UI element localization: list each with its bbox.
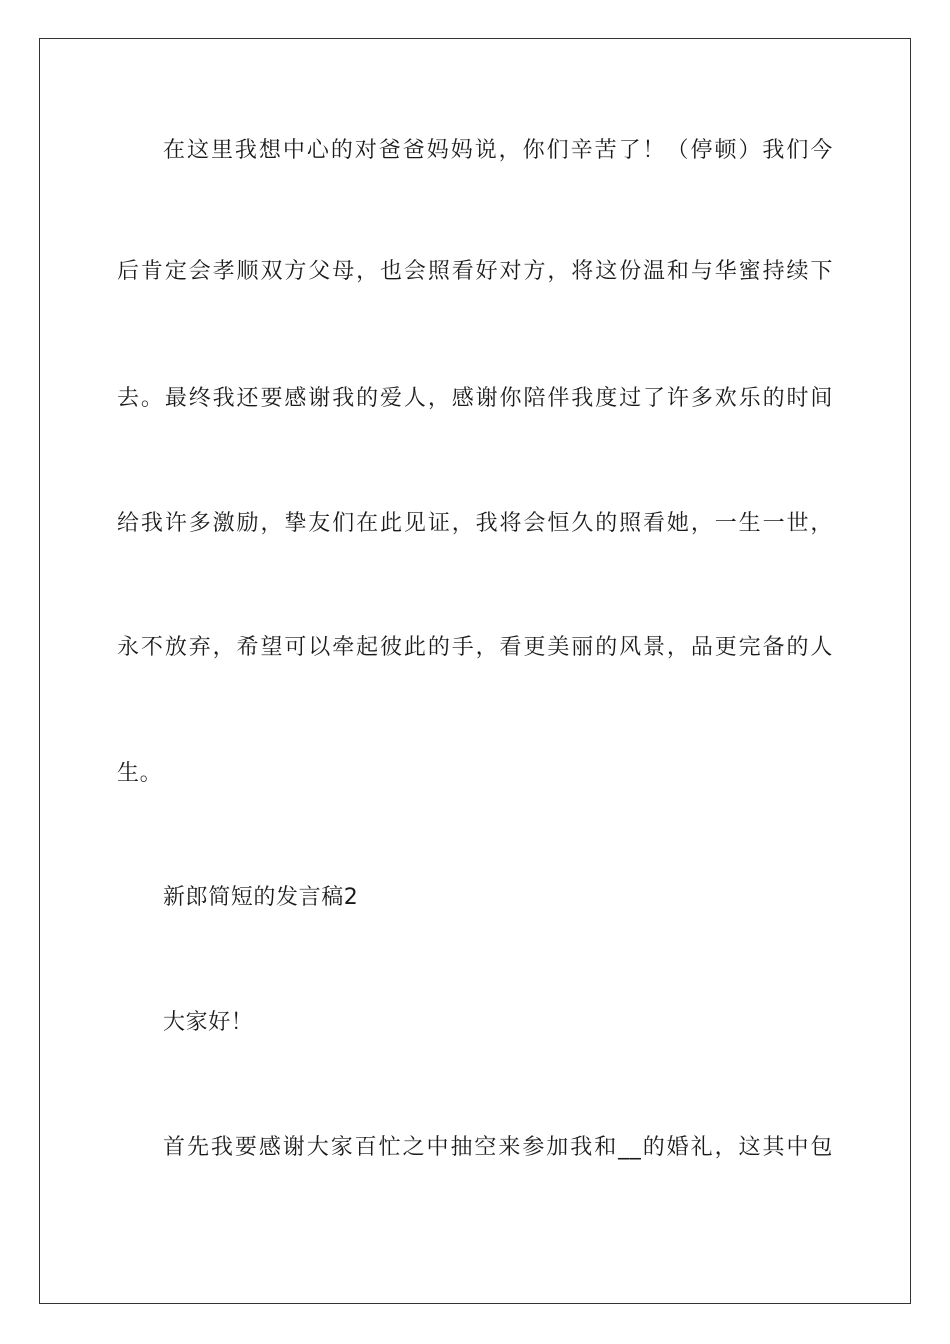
section-heading: 新郎简短的发言稿2 bbox=[163, 885, 359, 910]
greeting-text: 大家好！ bbox=[163, 1010, 254, 1035]
paragraph-line-3: 去。最终我还要感谢我的爱人，感谢你陪伴我度过了许多欢乐的时间 bbox=[117, 386, 833, 411]
paragraph-line-6: 生。 bbox=[117, 761, 163, 786]
paragraph-line-1: 在这里我想中心的对爸爸妈妈说，你们辛苦了！（停顿）我们今 bbox=[163, 138, 833, 163]
paragraph-line-5: 永不放弃，希望可以牵起彼此的手，看更美丽的风景，品更完备的人 bbox=[117, 635, 833, 660]
page-border bbox=[39, 38, 911, 1304]
paragraph2-line-1: 首先我要感谢大家百忙之中抽空来参加我和__的婚礼，这其中包 bbox=[163, 1135, 833, 1160]
paragraph-line-2: 后肯定会孝顺双方父母，也会照看好对方，将这份温和与华蜜持续下 bbox=[117, 259, 833, 284]
paragraph-line-4: 给我许多激励，挚友们在此见证，我将会恒久的照看她，一生一世， bbox=[117, 511, 833, 536]
